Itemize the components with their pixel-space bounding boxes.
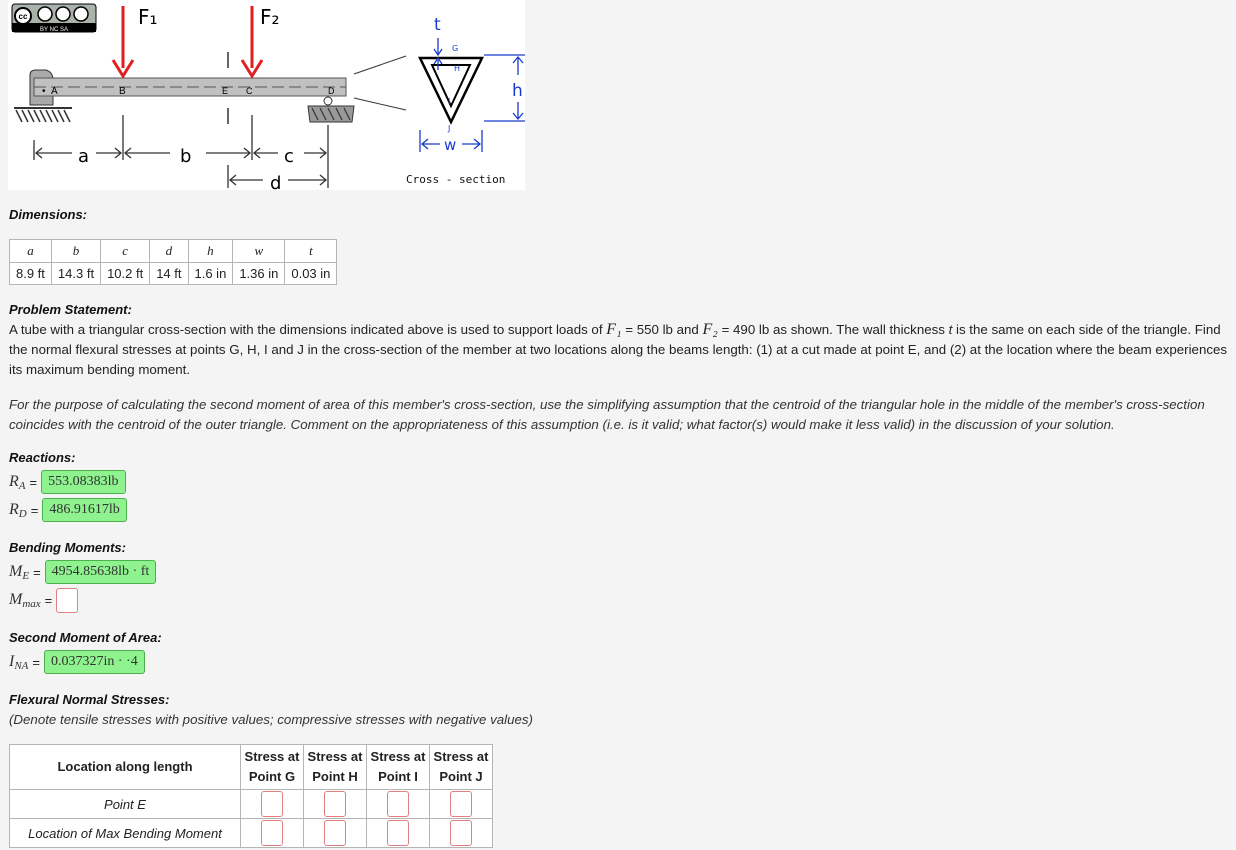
point-label-a: A — [51, 86, 58, 97]
me-label: $M_E$ — [9, 562, 30, 582]
mmax-label: $M_{max}$ — [9, 590, 41, 610]
dim-value-b: 14.3 ft — [51, 263, 100, 285]
dim-header-a: a — [10, 240, 52, 263]
dim-header-w: w — [233, 240, 285, 263]
cc-license-badge — [12, 4, 96, 33]
load-label-f2: F₂ — [260, 5, 280, 29]
dim-header-h: h — [188, 240, 233, 263]
dim-value-a: 8.9 ft — [10, 263, 52, 285]
dim-value-t: 0.03 in — [285, 263, 337, 285]
stress-max-j-input[interactable] — [450, 820, 472, 846]
ina-answer-field[interactable]: 0.037327in · ·4 — [44, 650, 145, 674]
rd-label: $R_D$ — [9, 500, 27, 520]
stress-max-h-input[interactable] — [324, 820, 346, 846]
ina-row: $I_{NA}$ = 0.037327in · ·4 — [9, 649, 145, 675]
dim-label-d: d — [270, 173, 282, 190]
stress-col-g: Stress at Point G — [241, 745, 304, 790]
dim-label-a: a — [78, 146, 90, 167]
stress-col-location: Location along length — [10, 745, 241, 790]
dim-header-d: d — [150, 240, 188, 263]
f2-symbol: F₂ — [702, 321, 718, 338]
mmax-answer-field[interactable] — [56, 588, 78, 613]
stress-e-i-input[interactable] — [387, 791, 409, 817]
stress-row-label-e: Point E — [10, 790, 241, 819]
moment-mmax-row: $M_{max}$ = — [9, 587, 78, 613]
stress-table — [9, 744, 493, 848]
ra-label: $R_A$ — [9, 472, 26, 492]
me-answer-field[interactable]: 4954.85638lb · ft — [45, 560, 157, 584]
stress-e-g-input[interactable] — [261, 791, 283, 817]
load-arrow-f1 — [113, 6, 133, 76]
problem-assumption: For the purpose of calculating the second moment of area of this member's cross-section, use the simplifying assumption that the centroid of the triangular hole in the middle of the member's cross-section coincides with the centroid of the outer triangle. Comment on the appropriateness of this assumption (i.e. is it valid; what factor(s) would make it less valid) in the discussion of your solution. — [9, 397, 1205, 432]
stress-col-h: Stress at Point H — [304, 745, 367, 790]
rd-answer-field[interactable]: 486.91617lb — [42, 498, 126, 522]
load-arrow-f2 — [242, 6, 262, 76]
cross-section — [420, 58, 482, 122]
ra-answer-field[interactable]: 553.08383lb — [41, 470, 125, 494]
reaction-ra-row: $R_A$ = 553.08383lb — [9, 469, 126, 495]
point-label-e: E — [222, 86, 229, 96]
second-moment-title: Second Moment of Area: — [9, 630, 162, 645]
point-label-c: C — [246, 86, 253, 96]
stress-max-i-input[interactable] — [387, 820, 409, 846]
cs-label-h: H — [454, 64, 461, 73]
load-label-f1: F₁ — [138, 5, 158, 29]
stress-col-i: Stress at Point I — [367, 745, 430, 790]
roller-support — [308, 97, 354, 122]
dim-header-c: c — [101, 240, 150, 263]
bending-title: Bending Moments: — [9, 540, 126, 555]
dimensions-title: Dimensions: — [9, 207, 88, 222]
stress-e-h-input[interactable] — [324, 791, 346, 817]
point-label-d: D — [328, 86, 335, 96]
dim-value-h: 1.6 in — [188, 263, 233, 285]
f1-symbol: F₁ — [606, 321, 622, 338]
ina-label: $I_{NA}$ — [9, 652, 29, 672]
stress-e-j-input[interactable] — [450, 791, 472, 817]
license-caption: BY NC SA — [40, 27, 68, 33]
stress-row-label-max: Location of Max Bending Moment — [10, 819, 241, 848]
reaction-rd-row: $R_D$ = 486.91617lb — [9, 497, 127, 523]
flexural-title: Flexural Normal Stresses: — [9, 692, 170, 707]
dim-value-c: 10.2 ft — [101, 263, 150, 285]
cs-label-g: G — [452, 44, 459, 53]
cs-label-t: t — [434, 15, 441, 35]
dim-label-b: b — [180, 146, 192, 167]
beam-diagram — [8, 0, 525, 190]
point-label-b: B — [119, 86, 126, 97]
problem-title: Problem Statement: — [9, 302, 132, 317]
cs-label-j: J — [448, 124, 451, 133]
dim-value-d: 14 ft — [150, 263, 188, 285]
cross-section-caption: Cross - section — [406, 173, 506, 186]
cs-label-i: I — [448, 97, 451, 106]
svg-text:cc: cc — [18, 12, 28, 21]
dim-header-t: t — [285, 240, 337, 263]
cs-label-h-dim: h — [512, 81, 523, 101]
cs-label-w: w — [444, 136, 457, 154]
dim-value-w: 1.36 in — [233, 263, 285, 285]
problem-figure — [8, 0, 525, 190]
dim-label-c: c — [284, 146, 294, 167]
flexural-note: (Denote tensile stresses with positive values; compressive stresses with negative values) — [9, 712, 533, 727]
moment-me-row: $M_E$ = 4954.85638lb · ft — [9, 559, 156, 585]
stress-max-g-input[interactable] — [261, 820, 283, 846]
reactions-title: Reactions: — [9, 450, 76, 465]
dimensions-table — [9, 239, 337, 285]
stress-col-j: Stress at Point J — [430, 745, 493, 790]
problem-statement: A tube with a triangular cross-section with the dimensions indicated above is used to support loads of F₁ = 550 lb and F₂ = 490 lb as shown. The wall thickness t is the same on each side of the triangle. Find the normal flexural stresses at points G, H, I and J in the cross-section of the member at two locations along the beams length: (1) at a cut made at point E, and (2) at the location where the beam experiences its maximum bending moment. — [9, 321, 1228, 377]
svg-text:•: • — [42, 86, 46, 97]
dim-header-b: b — [51, 240, 100, 263]
